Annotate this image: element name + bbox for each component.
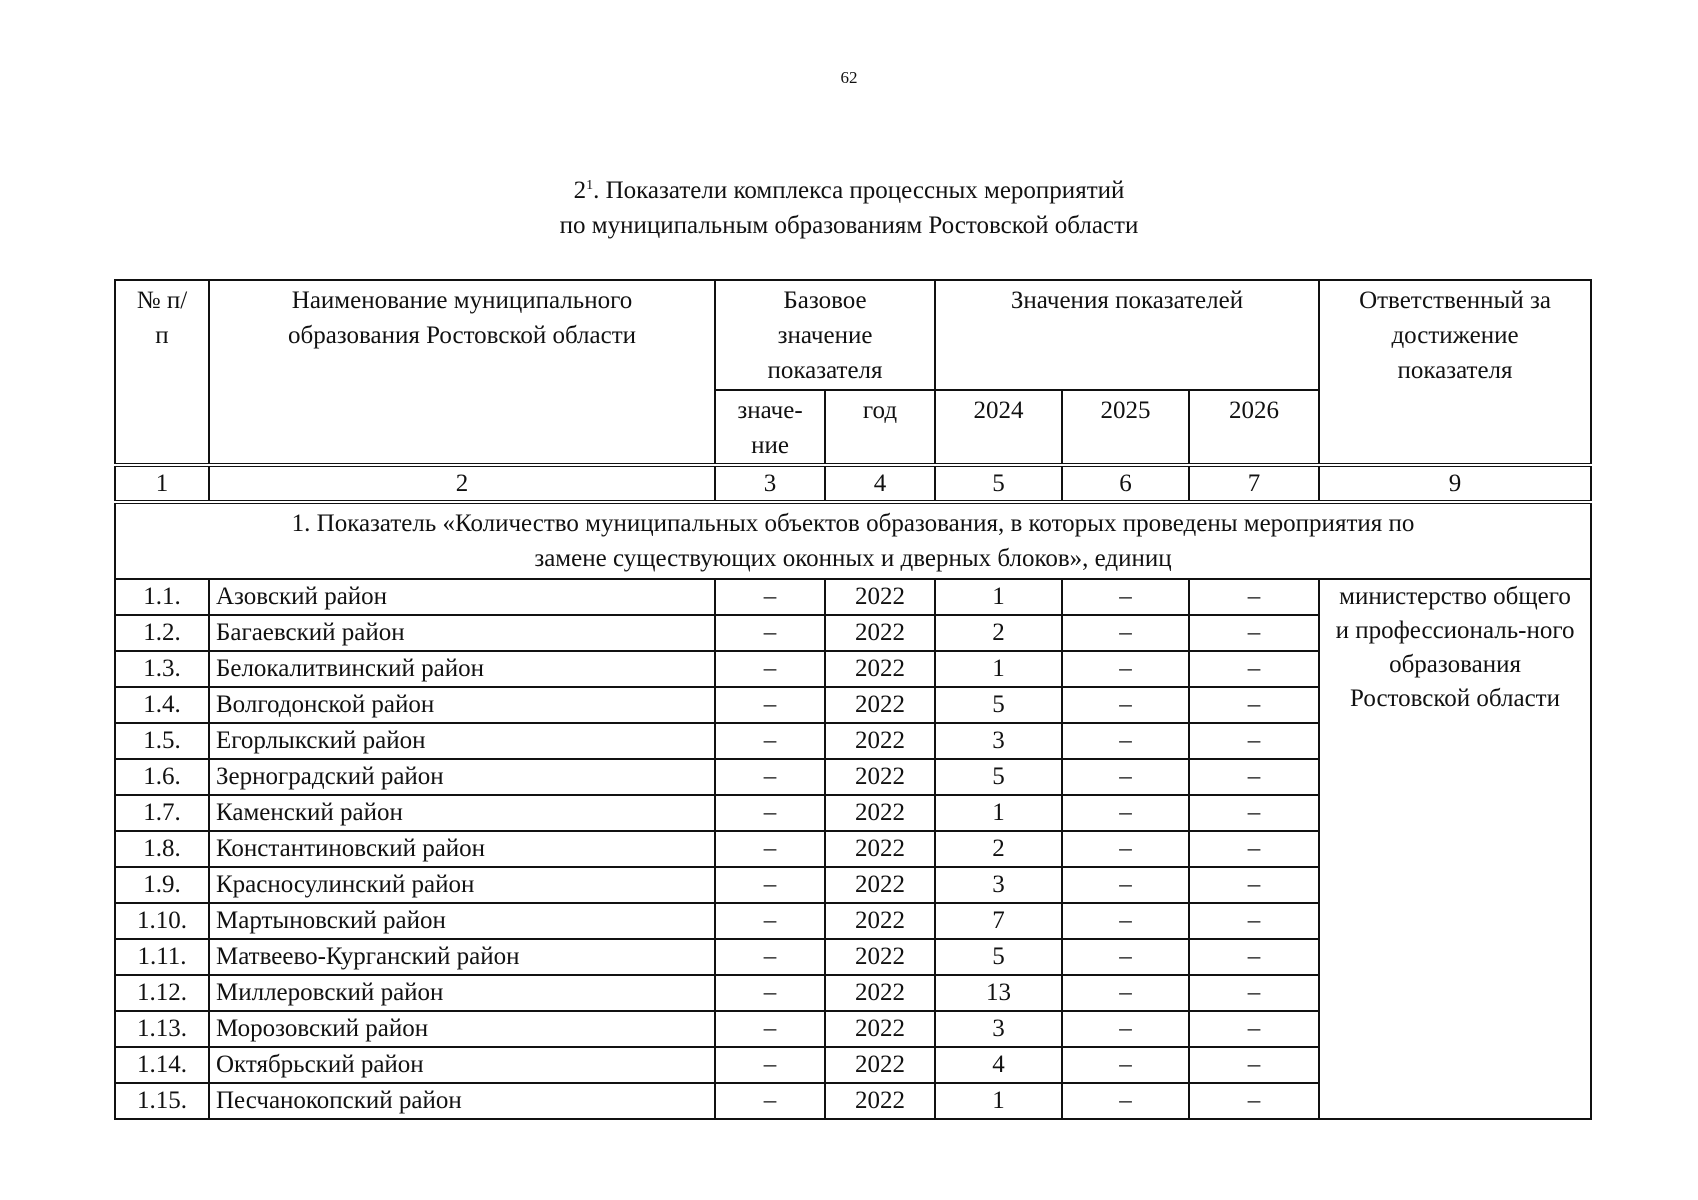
value-2025: – <box>1062 903 1189 939</box>
base-value: – <box>715 1083 825 1119</box>
section-row <box>115 502 1591 579</box>
base-year: 2022 <box>825 759 935 795</box>
base-value: – <box>715 1011 825 1047</box>
row-number: 1.13. <box>115 1011 209 1047</box>
district-name: Миллеровский район <box>209 975 715 1011</box>
value-2025: – <box>1062 723 1189 759</box>
row-number: 1.12. <box>115 975 209 1011</box>
district-name: Волгодонской район <box>209 687 715 723</box>
base-value: – <box>715 687 825 723</box>
row-number: 1.11. <box>115 939 209 975</box>
district-name: Багаевский район <box>209 615 715 651</box>
title-number: 2 <box>573 177 587 204</box>
value-2026: – <box>1189 831 1319 867</box>
base-year: 2022 <box>825 939 935 975</box>
value-2024: 1 <box>935 1083 1062 1119</box>
value-2025: – <box>1062 651 1189 687</box>
value-2026: – <box>1189 579 1319 615</box>
value-2026: – <box>1189 975 1319 1011</box>
header-num: № п/п <box>115 280 209 465</box>
header-2025: 2025 <box>1062 390 1189 465</box>
value-2026: – <box>1189 939 1319 975</box>
district-name: Каменский район <box>209 795 715 831</box>
district-name: Мартыновский район <box>209 903 715 939</box>
value-2026: – <box>1189 687 1319 723</box>
header-name: Наименование муниципального образования Ростовской области <box>209 280 715 465</box>
row-number: 1.1. <box>115 579 209 615</box>
district-name: Азовский район <box>209 579 715 615</box>
value-2024: 1 <box>935 579 1062 615</box>
base-year: 2022 <box>825 903 935 939</box>
table-row <box>115 579 1591 615</box>
base-value: – <box>715 651 825 687</box>
district-name: Октябрьский район <box>209 1047 715 1083</box>
row-number: 1.6. <box>115 759 209 795</box>
responsible-cell: министерство общего и профессиональ-ного образования Ростовской области <box>1319 579 1591 1119</box>
base-year: 2022 <box>825 1083 935 1119</box>
row-number: 1.5. <box>115 723 209 759</box>
value-2024: 4 <box>935 1047 1062 1083</box>
header-responsible: Ответственный за достижение показателя <box>1319 280 1591 465</box>
row-number: 1.2. <box>115 615 209 651</box>
base-year: 2022 <box>825 615 935 651</box>
row-number: 1.3. <box>115 651 209 687</box>
value-2025: – <box>1062 831 1189 867</box>
district-name: Песчанокопский район <box>209 1083 715 1119</box>
row-number: 1.7. <box>115 795 209 831</box>
value-2025: – <box>1062 867 1189 903</box>
header-values: Значения показателей <box>935 280 1319 390</box>
row-number: 1.14. <box>115 1047 209 1083</box>
district-name: Зерноградский район <box>209 759 715 795</box>
value-2024: 1 <box>935 795 1062 831</box>
base-value: – <box>715 975 825 1011</box>
row-number: 1.15. <box>115 1083 209 1119</box>
section-title: 1. Показатель «Количество муниципальных объектов образования, в которых проведены мероприятия по замене существующих оконных и дверных блоков», единиц <box>115 502 1591 579</box>
base-value: – <box>715 615 825 651</box>
district-name: Матвеево-Курганский район <box>209 939 715 975</box>
indicators-table <box>114 279 1592 1120</box>
base-year: 2022 <box>825 795 935 831</box>
value-2025: – <box>1062 975 1189 1011</box>
value-2026: – <box>1189 723 1319 759</box>
value-2025: – <box>1062 1011 1189 1047</box>
title-line-1-text: . Показатели комплекса процессных мероприятий <box>593 177 1125 204</box>
value-2024: 13 <box>935 975 1062 1011</box>
row-number: 1.8. <box>115 831 209 867</box>
base-value: – <box>715 939 825 975</box>
district-name: Красносулинский район <box>209 867 715 903</box>
base-value: – <box>715 579 825 615</box>
base-year: 2022 <box>825 975 935 1011</box>
col-number: 2 <box>209 465 715 502</box>
row-number: 1.10. <box>115 903 209 939</box>
base-year: 2022 <box>825 651 935 687</box>
base-value: – <box>715 759 825 795</box>
value-2026: – <box>1189 1011 1319 1047</box>
base-year: 2022 <box>825 867 935 903</box>
value-2026: – <box>1189 651 1319 687</box>
value-2024: 7 <box>935 903 1062 939</box>
row-number: 1.4. <box>115 687 209 723</box>
value-2024: 5 <box>935 939 1062 975</box>
district-name: Морозовский район <box>209 1011 715 1047</box>
header-base-year: год <box>825 390 935 465</box>
value-2025: – <box>1062 1083 1189 1119</box>
district-name: Егорлыкский район <box>209 723 715 759</box>
value-2024: 5 <box>935 687 1062 723</box>
value-2026: – <box>1189 759 1319 795</box>
column-numbers-row <box>115 465 1591 502</box>
header-base: Базовое значение показателя <box>715 280 935 390</box>
value-2024: 1 <box>935 651 1062 687</box>
value-2024: 3 <box>935 867 1062 903</box>
value-2025: – <box>1062 687 1189 723</box>
col-number: 1 <box>115 465 209 502</box>
title-superscript: 1 <box>586 178 594 193</box>
base-year: 2022 <box>825 687 935 723</box>
value-2025: – <box>1062 759 1189 795</box>
base-year: 2022 <box>825 831 935 867</box>
value-2025: – <box>1062 795 1189 831</box>
value-2026: – <box>1189 903 1319 939</box>
value-2024: 3 <box>935 1011 1062 1047</box>
col-number: 9 <box>1319 465 1591 502</box>
value-2024: 5 <box>935 759 1062 795</box>
value-2024: 2 <box>935 615 1062 651</box>
district-name: Константиновский район <box>209 831 715 867</box>
base-value: – <box>715 867 825 903</box>
value-2026: – <box>1189 795 1319 831</box>
district-name: Белокалитвинский район <box>209 651 715 687</box>
value-2026: – <box>1189 1047 1319 1083</box>
base-value: – <box>715 723 825 759</box>
base-value: – <box>715 903 825 939</box>
value-2025: – <box>1062 615 1189 651</box>
value-2025: – <box>1062 1047 1189 1083</box>
base-value: – <box>715 795 825 831</box>
title-line-2: по муниципальным образованиям Ростовской области <box>559 212 1139 239</box>
col-number: 6 <box>1062 465 1189 502</box>
base-year: 2022 <box>825 723 935 759</box>
base-value: – <box>715 831 825 867</box>
title-line-1 <box>0 173 1698 208</box>
value-2026: – <box>1189 1083 1319 1119</box>
header-2024: 2024 <box>935 390 1062 465</box>
base-year: 2022 <box>825 1047 935 1083</box>
row-number: 1.9. <box>115 867 209 903</box>
col-number: 5 <box>935 465 1062 502</box>
col-number: 3 <box>715 465 825 502</box>
base-year: 2022 <box>825 579 935 615</box>
value-2025: – <box>1062 939 1189 975</box>
base-value: – <box>715 1047 825 1083</box>
value-2025: – <box>1062 579 1189 615</box>
header-row-1 <box>115 280 1591 390</box>
value-2024: 2 <box>935 831 1062 867</box>
header-2026: 2026 <box>1189 390 1319 465</box>
value-2024: 3 <box>935 723 1062 759</box>
col-number: 7 <box>1189 465 1319 502</box>
base-year: 2022 <box>825 1011 935 1047</box>
value-2026: – <box>1189 867 1319 903</box>
page-number: 62 <box>840 68 858 87</box>
col-number: 4 <box>825 465 935 502</box>
value-2026: – <box>1189 615 1319 651</box>
page-title <box>0 173 1698 243</box>
header-base-value: значе-ние <box>715 390 825 465</box>
